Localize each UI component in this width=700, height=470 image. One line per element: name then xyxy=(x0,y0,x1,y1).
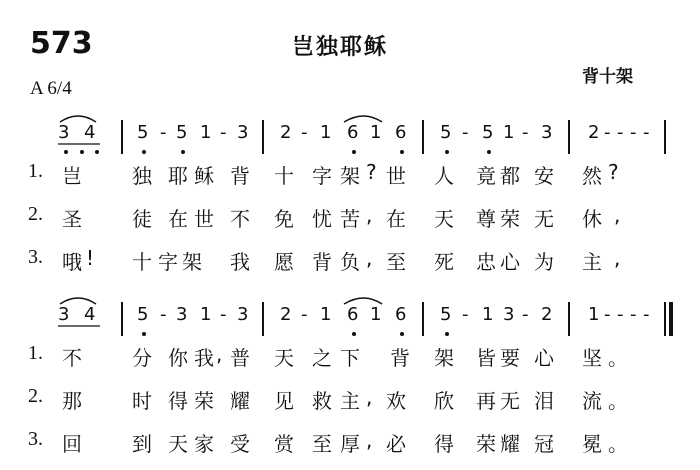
note: 2 xyxy=(588,122,600,143)
lyric-char: 皆 xyxy=(476,346,496,370)
lyric-char: 字 xyxy=(312,164,332,188)
note: 6 xyxy=(347,304,359,325)
lyric-char: , xyxy=(614,246,621,270)
verse-number: 2. xyxy=(28,203,43,225)
lyric-line-3 xyxy=(0,246,700,280)
slur-arc xyxy=(60,116,96,122)
note: 3 xyxy=(176,304,188,325)
note: 5 xyxy=(137,122,149,143)
note-dash: - xyxy=(462,304,469,325)
lyric-char: ? xyxy=(608,160,619,184)
lyric-char: 十 xyxy=(274,164,294,188)
lyric-char: 再 xyxy=(476,389,496,413)
lyric-char: 冠 xyxy=(534,432,554,456)
lyric-char: 尊 xyxy=(476,207,496,231)
lyric-char: 忠 xyxy=(476,250,496,274)
note: 5 xyxy=(440,122,452,143)
lyric-char: 愿 xyxy=(274,250,294,274)
lyric-char: , xyxy=(614,203,621,227)
verse-number: 3. xyxy=(28,428,43,450)
lyric-char: ? xyxy=(366,160,377,184)
note: 2 xyxy=(280,122,292,143)
lyric-line-3 xyxy=(0,428,700,462)
lyric-char: 都 xyxy=(500,164,520,188)
note-dash: - xyxy=(462,122,469,143)
lyric-char: 哦 xyxy=(62,250,82,274)
slur-arc xyxy=(344,116,382,122)
lyric-char: 冕 xyxy=(582,432,602,456)
lyric-char: , xyxy=(366,203,373,227)
lyric-char: 主 xyxy=(582,250,602,274)
time-sig-top: 3 xyxy=(58,122,70,143)
slur-marks xyxy=(0,290,700,350)
verse-number: 1. xyxy=(28,342,43,364)
lyric-char: 免 xyxy=(274,207,294,231)
note: 1 xyxy=(200,122,212,143)
lyric-char: 必 xyxy=(386,432,406,456)
notation-row xyxy=(0,290,700,350)
lyric-char: 然 xyxy=(582,164,602,188)
lyric-char: 家 xyxy=(194,432,214,456)
lyric-char: 要 xyxy=(500,346,520,370)
note: 1 xyxy=(370,304,382,325)
lyric-char: 十 xyxy=(132,250,152,274)
lyric-char: 荣 xyxy=(476,432,496,456)
lyric-char: 忧 xyxy=(312,207,332,231)
lyric-char: 回 xyxy=(62,432,82,456)
lyric-char: 为 xyxy=(534,250,554,274)
lyric-char: ! xyxy=(86,246,95,270)
lyric-char: 稣 xyxy=(194,164,214,188)
lyric-char: 安 xyxy=(534,164,554,188)
note-dash: - xyxy=(301,304,308,325)
time-sig-top: 3 xyxy=(58,304,70,325)
note: 3 xyxy=(237,304,249,325)
note: 1 xyxy=(320,304,332,325)
lyric-char: 。 xyxy=(608,346,628,370)
lyric-char: 背 xyxy=(312,250,332,274)
note: 3 xyxy=(237,122,249,143)
lyric-char: 耀 xyxy=(230,389,250,413)
note: 6 xyxy=(395,304,407,325)
lyric-char: 得 xyxy=(434,432,454,456)
note-dash: - xyxy=(604,304,611,325)
lyric-char: 心 xyxy=(534,346,554,370)
note-dash: - xyxy=(630,304,637,325)
note: 1 xyxy=(482,304,494,325)
hymn-title: 岂独耶稣 xyxy=(292,35,389,60)
note: 1 xyxy=(588,304,600,325)
lyric-char: 在 xyxy=(168,207,188,231)
lyric-char: 不 xyxy=(230,207,250,231)
lyric-char: 我 xyxy=(194,346,214,370)
lyric-char: 流 xyxy=(582,389,602,413)
slur-arc xyxy=(344,298,382,304)
lyric-char: 得 xyxy=(168,389,188,413)
lyric-char: 之 xyxy=(312,346,332,370)
lyric-char: 见 xyxy=(274,389,294,413)
lyric-line-2 xyxy=(0,385,700,419)
note-dash: - xyxy=(617,122,624,143)
note-dash: - xyxy=(160,122,167,143)
lyric-char: 心 xyxy=(500,250,520,274)
lyric-char: 岂 xyxy=(62,164,82,188)
note: 2 xyxy=(541,304,553,325)
note: 3 xyxy=(541,122,553,143)
lyric-char: 耀 xyxy=(500,432,520,456)
music-system-1 xyxy=(0,108,700,274)
lyric-char: , xyxy=(366,385,373,409)
lyric-char: 负 xyxy=(340,250,360,274)
key-signature: A 6/4 xyxy=(30,78,72,99)
music-system-2 xyxy=(0,290,700,456)
slur-marks xyxy=(0,108,700,168)
lyric-char: 分 xyxy=(132,346,152,370)
lyric-char: 耶 xyxy=(168,164,188,188)
lyric-char: 至 xyxy=(386,250,406,274)
lyric-char: 主 xyxy=(340,389,360,413)
note: 6 xyxy=(347,122,359,143)
note-dash: - xyxy=(643,122,650,143)
lyric-char: 荣 xyxy=(500,207,520,231)
lyric-char: 架 xyxy=(340,164,360,188)
lyric-char: 架 xyxy=(434,346,454,370)
lyric-line-1 xyxy=(0,342,700,376)
lyric-char: 世 xyxy=(194,207,214,231)
lyric-char: 厚 xyxy=(340,432,360,456)
lyric-char: 字 xyxy=(158,250,178,274)
lyric-char: , xyxy=(216,342,223,366)
verse-number: 1. xyxy=(28,160,43,182)
note-dash: - xyxy=(522,122,529,143)
lyric-char: 下 xyxy=(340,346,360,370)
note: 1 xyxy=(503,122,515,143)
note-dash: - xyxy=(220,304,227,325)
lyric-char: 我 xyxy=(230,250,250,274)
hymn-subtitle: 背十架 xyxy=(582,67,633,87)
note: 1 xyxy=(320,122,332,143)
note-dash: - xyxy=(160,304,167,325)
lyric-char: , xyxy=(366,246,373,270)
lyric-char: 苦 xyxy=(340,207,360,231)
lyric-char: 架 xyxy=(182,250,202,274)
lyric-char: 。 xyxy=(608,389,628,413)
hymn-number: 573 xyxy=(30,26,93,61)
lyric-char: 救 xyxy=(312,389,332,413)
lyric-char: 坚 xyxy=(582,346,602,370)
lyric-char: 欢 xyxy=(386,389,406,413)
note-dash: - xyxy=(301,122,308,143)
note-dash: - xyxy=(220,122,227,143)
note: 2 xyxy=(280,304,292,325)
note-dash: - xyxy=(643,304,650,325)
lyric-char: 。 xyxy=(608,432,628,456)
lyric-char: 受 xyxy=(230,432,250,456)
lyric-char: 死 xyxy=(434,250,454,274)
note: 5 xyxy=(176,122,188,143)
lyric-char: 徒 xyxy=(132,207,152,231)
lyric-char: 世 xyxy=(386,164,406,188)
note-dash: - xyxy=(604,122,611,143)
note: 5 xyxy=(482,122,494,143)
time-sig-bottom: 4 xyxy=(84,304,96,325)
lyric-char: 圣 xyxy=(62,207,82,231)
lyric-char: 欣 xyxy=(434,389,454,413)
lyric-line-2 xyxy=(0,203,700,237)
verse-number: 2. xyxy=(28,385,43,407)
note-dash: - xyxy=(522,304,529,325)
time-sig-bottom: 4 xyxy=(84,122,96,143)
lyric-char: 天 xyxy=(274,346,294,370)
lyric-char: 普 xyxy=(230,346,250,370)
lyric-char: 天 xyxy=(434,207,454,231)
note: 5 xyxy=(440,304,452,325)
verse-number: 3. xyxy=(28,246,43,268)
lyric-char: 无 xyxy=(500,389,520,413)
notation-row xyxy=(0,108,700,168)
lyric-char: , xyxy=(366,428,373,452)
lyric-char: 独 xyxy=(132,164,152,188)
lyric-char: 赏 xyxy=(274,432,294,456)
note: 5 xyxy=(137,304,149,325)
lyric-line-1 xyxy=(0,160,700,194)
lyric-char: 天 xyxy=(168,432,188,456)
note: 1 xyxy=(370,122,382,143)
lyric-char: 荣 xyxy=(194,389,214,413)
lyric-char: 背 xyxy=(390,346,410,370)
lyric-char: 你 xyxy=(168,346,188,370)
lyric-char: 无 xyxy=(534,207,554,231)
lyric-char: 至 xyxy=(312,432,332,456)
lyric-char: 在 xyxy=(386,207,406,231)
lyric-char: 泪 xyxy=(534,389,554,413)
lyric-char: 背 xyxy=(230,164,250,188)
lyric-char: 不 xyxy=(62,346,82,370)
note-dash: - xyxy=(617,304,624,325)
lyric-char: 到 xyxy=(132,432,152,456)
lyric-char: 人 xyxy=(434,164,454,188)
lyric-char: 休 xyxy=(582,207,602,231)
note: 3 xyxy=(503,304,515,325)
slur-arc xyxy=(60,298,96,304)
note-dash: - xyxy=(630,122,637,143)
note: 6 xyxy=(395,122,407,143)
lyric-char: 那 xyxy=(62,389,82,413)
lyric-char: 时 xyxy=(132,389,152,413)
lyric-char: 竟 xyxy=(476,164,496,188)
note: 1 xyxy=(200,304,212,325)
